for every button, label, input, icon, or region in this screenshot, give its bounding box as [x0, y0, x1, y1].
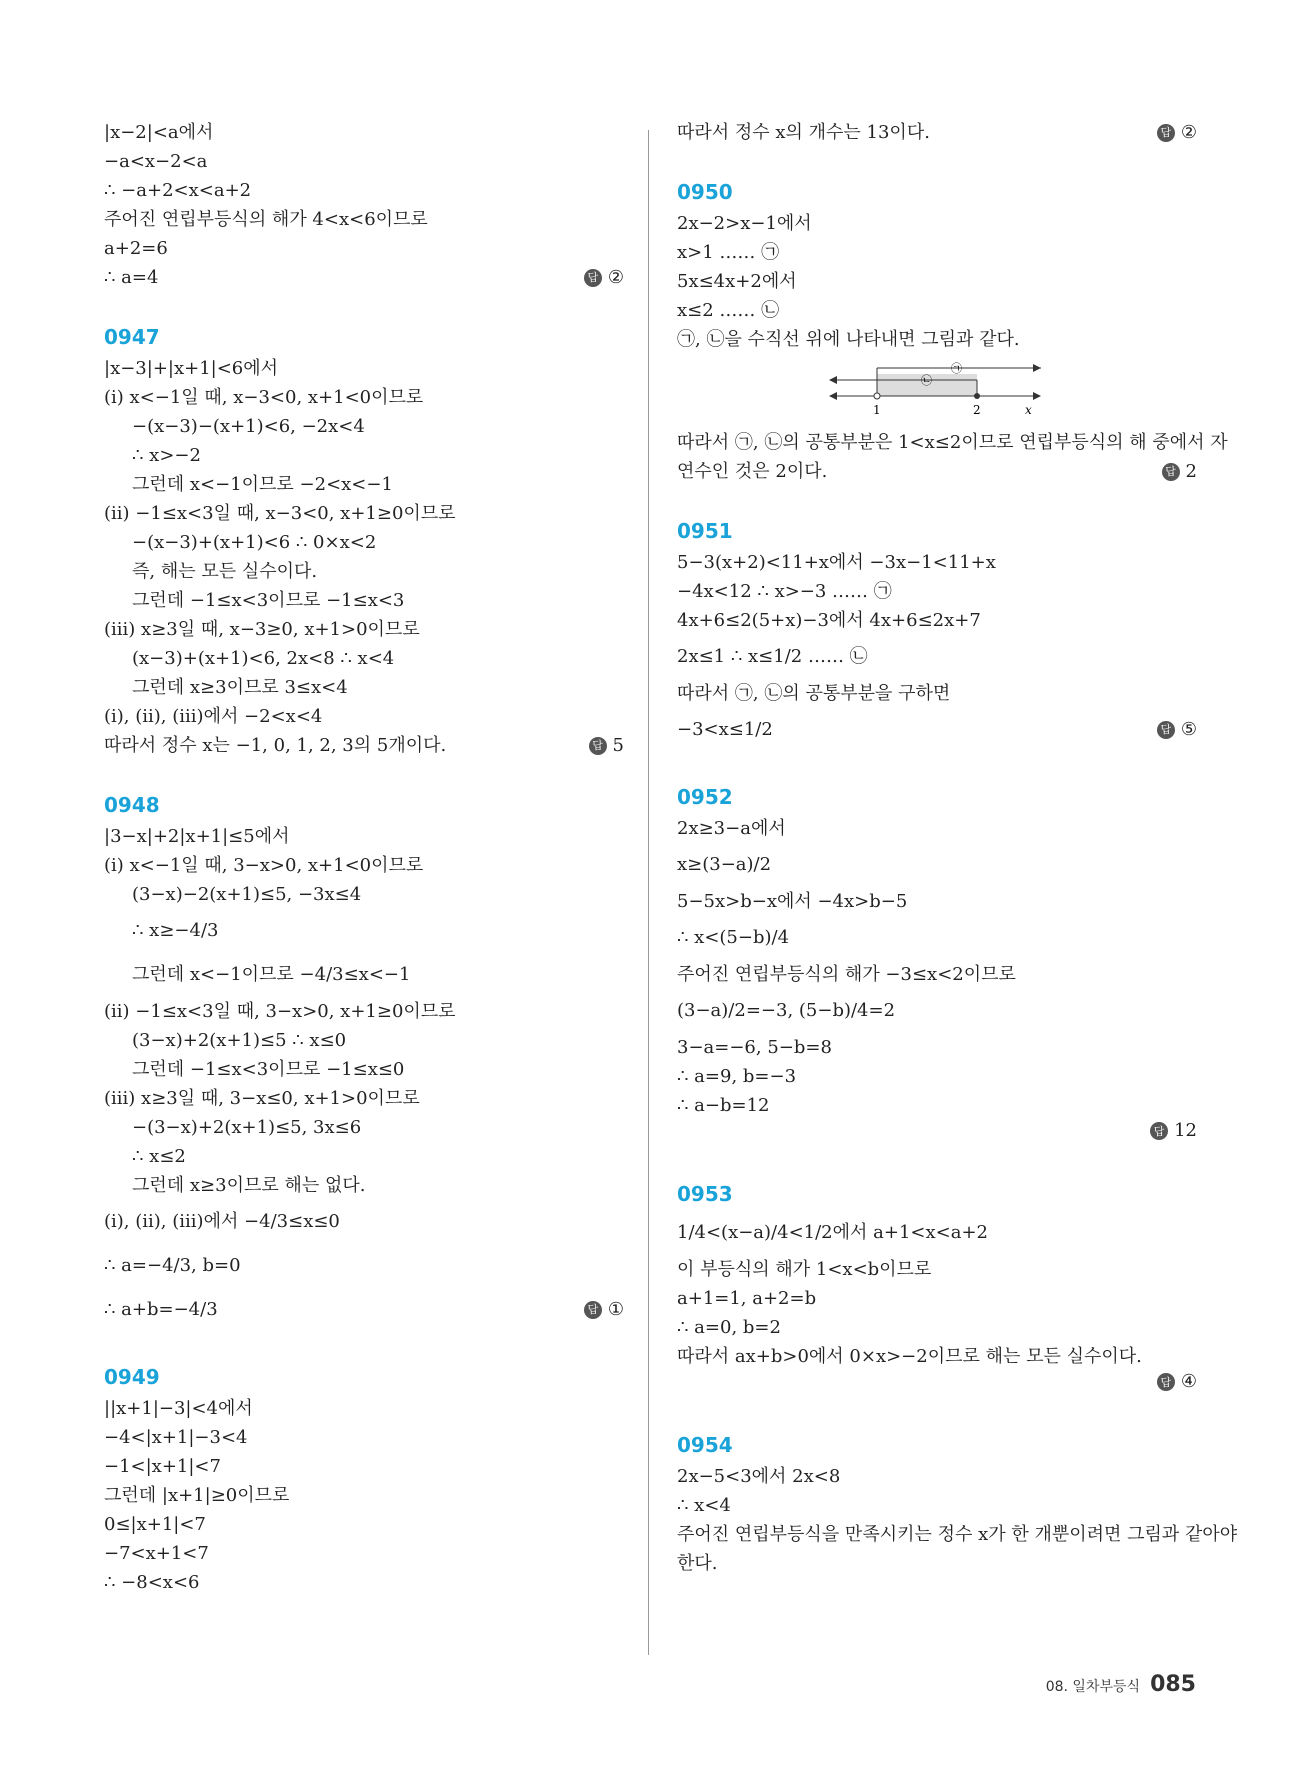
chapter-title: 08. 일차부등식: [1045, 1679, 1141, 1695]
solution-line: ∴ a−b=12: [677, 1095, 770, 1116]
answer-icon: 답: [1162, 463, 1180, 481]
answer-badge: 답 5: [589, 731, 624, 760]
solution-line: ∴ a=0, b=2: [677, 1317, 781, 1338]
solution-line: (ⅰ) x<−1일 때, x−3<0, x+1<0이므로: [104, 387, 424, 408]
page-footer: [1046, 1672, 1196, 1697]
right-column: [677, 118, 1238, 1578]
answer-icon: 답: [1150, 1122, 1168, 1140]
solution-line: x≤2 …… ㉡: [677, 300, 780, 321]
solution-line: 그런데 x<−1이므로 −4/3≤x<−1: [132, 964, 411, 985]
answer-icon: 답: [584, 269, 602, 287]
solution-line: ∴ x<(5−b)/4: [677, 927, 790, 948]
solution-line: 1/4<(x−a)/4<1/2에서 a+1<x<a+2: [677, 1222, 988, 1243]
problem-number: 0952: [677, 785, 733, 809]
solution-line: −(x−3)−(x+1)<6, −2x<4: [132, 416, 365, 437]
answer-badge: 답 ①: [584, 1288, 624, 1332]
solution-line: ||x+1|−3|<4에서: [104, 1398, 253, 1419]
solution-line: 2x−2>x−1에서: [677, 213, 812, 234]
solution-line: 5−3(x+2)<11+x에서 −3x−1<11+x: [677, 552, 996, 573]
solution-line: 이 부등식의 해가 1<x<b이므로: [677, 1259, 932, 1280]
solution-line: 주어진 연립부등식의 해가 4<x<6이므로: [104, 209, 428, 230]
solution-line: 2x≤1 ∴ x≤1/2 …… ㉡: [677, 646, 868, 667]
solution-line: ∴ x<4: [677, 1495, 731, 1516]
solution-line: (ⅰ), (ⅱ), (ⅲ)에서 −4/3≤x≤0: [104, 1211, 340, 1232]
solution-line: −a<x−2<a: [104, 151, 208, 172]
axis-label: x: [1025, 403, 1032, 417]
number-line-figure: [827, 358, 1197, 422]
solution-line: 5x≤4x+2에서: [677, 271, 797, 292]
answer-row: [677, 1120, 1197, 1149]
answer-icon: 답: [584, 1301, 602, 1319]
solution-line: x≥(3−a)/2: [677, 854, 772, 875]
solution-line: 2x−5<3에서 2x<8: [677, 1466, 841, 1487]
solution-line: (ⅲ) x≥3일 때, 3−x≤0, x+1>0이므로: [104, 1088, 420, 1109]
solution-line: (ⅰ), (ⅱ), (ⅲ)에서 −2<x<4: [104, 706, 323, 727]
solution-line: 3−a=−6, 5−b=8: [677, 1037, 832, 1058]
problem-number: 0950: [677, 180, 733, 204]
left-column: [104, 118, 624, 1597]
problem-number: 0947: [104, 325, 160, 349]
answer-badge: 답 ④: [1157, 1371, 1197, 1392]
solution-line: ∴ x>−2: [132, 445, 201, 466]
solution-line: 2x≥3−a에서: [677, 818, 786, 839]
problem-number: 0951: [677, 519, 733, 543]
tick-label-1: 1: [873, 403, 881, 417]
answer-badge: 답 12: [1150, 1120, 1197, 1141]
solution-line: ∴ −a+2<x<a+2: [104, 180, 252, 201]
intro-solution: [104, 118, 624, 292]
solution-line: −4<|x+1|−3<4: [104, 1427, 248, 1448]
problem-number: 0949: [104, 1365, 160, 1389]
problem-number: 0953: [677, 1182, 733, 1206]
solution-line: ∴ −8<x<6: [104, 1572, 200, 1593]
solution-line: x>1 …… ㉠: [677, 242, 780, 263]
answer-icon: 답: [1157, 124, 1175, 142]
answer-row: [677, 1371, 1197, 1400]
answer-badge: 답 2: [1162, 457, 1197, 486]
solution-line: 따라서 정수 x는 −1, 0, 1, 2, 3의 5개이다. 답 5: [104, 731, 624, 760]
solution-line: ∴ x≥−4/3: [132, 920, 219, 941]
solution-line: 따라서 ㉠, ㉡의 공통부분은 1<x≤2이므로 연립부등식의 해 중에서 자: [677, 432, 1228, 453]
column-divider: [648, 130, 649, 1655]
solution-line: (3−x)+2(x+1)≤5 ∴ x≤0: [132, 1030, 347, 1051]
solution-line: (3−x)−2(x+1)≤5, −3x≤4: [132, 884, 362, 905]
solution-line: 따라서 ㉠, ㉡의 공통부분을 구하면: [677, 683, 951, 704]
solution-line: (ⅰ) x<−1일 때, 3−x>0, x+1<0이므로: [104, 855, 424, 876]
answer-badge: 답 ②: [584, 263, 624, 292]
solution-line: 그런데 x≥3이므로 해는 없다.: [132, 1175, 366, 1196]
solution-line: 5−5x>b−x에서 −4x>b−5: [677, 891, 908, 912]
solution-line: |x−3|+|x+1|<6에서: [104, 358, 279, 379]
solution-line: −7<x+1<7: [104, 1543, 209, 1564]
solution-line: 그런데 −1≤x<3이므로 −1≤x≤0: [132, 1059, 405, 1080]
problem-number: 0948: [104, 793, 160, 817]
solution-line: ∴ a=−4/3, b=0: [104, 1255, 241, 1276]
solution-line: (ⅱ) −1≤x<3일 때, 3−x>0, x+1≥0이므로: [104, 1001, 456, 1022]
solution-line: 즉, 해는 모든 실수이다.: [132, 561, 318, 582]
solution-line: 주어진 연립부등식을 만족시키는 정수 x가 한 개뿐이려면 그림과 같아야: [677, 1524, 1238, 1545]
solution-line: 그런데 x≥3이므로 3≤x<4: [132, 677, 348, 698]
solution-line: −3<x≤1/2 답 ⑤: [677, 708, 1197, 752]
solution-line: ㉠, ㉡을 수직선 위에 나타내면 그림과 같다.: [677, 329, 1020, 350]
solution-line: 그런데 x<−1이므로 −2<x<−1: [132, 474, 393, 495]
solution-line: (3−a)/2=−3, (5−b)/4=2: [677, 1000, 896, 1021]
solution-line: 주어진 연립부등식의 해가 −3≤x<2이므로: [677, 964, 1016, 985]
solution-line: −1<|x+1|<7: [104, 1456, 221, 1477]
solution-line: 그런데 −1≤x<3이므로 −1≤x<3: [132, 590, 405, 611]
solution-line: (ⅲ) x≥3일 때, x−3≥0, x+1>0이므로: [104, 619, 420, 640]
solution-line: |x−2|<a에서: [104, 122, 214, 143]
solution-line: a+2=6: [104, 238, 168, 259]
solution-line: a+1=1, a+2=b: [677, 1288, 817, 1309]
solution-line: 0≤|x+1|<7: [104, 1514, 206, 1535]
solution-line: 4x+6≤2(5+x)−3에서 4x+6≤2x+7: [677, 610, 981, 631]
solution-line: −(x−3)+(x+1)<6 ∴ 0×x<2: [132, 532, 377, 553]
problem-number: 0954: [677, 1433, 733, 1457]
solution-line: (x−3)+(x+1)<6, 2x<8 ∴ x<4: [132, 648, 395, 669]
solution-line: ∴ x≤2: [132, 1146, 186, 1167]
answer-icon: 답: [1157, 721, 1175, 739]
solution-line: ∴ a=4 답 ②: [104, 263, 624, 292]
solution-line: ∴ a+b=−4/3 답 ①: [104, 1288, 624, 1332]
solution-line: ∴ a=9, b=−3: [677, 1066, 797, 1087]
answer-icon: 답: [589, 737, 607, 755]
solution-line: 따라서 ax+b>0에서 0×x>−2이므로 해는 모든 실수이다.: [677, 1346, 1142, 1367]
mark-a-label: ㉠: [951, 362, 962, 375]
page-number: 085: [1150, 1672, 1196, 1697]
mark-b-label: ㉡: [921, 374, 932, 387]
solution-line: −(3−x)+2(x+1)≤5, 3x≤6: [132, 1117, 362, 1138]
answer-badge: 답 ⑤: [1157, 708, 1197, 752]
tick-label-2: 2: [973, 403, 981, 417]
solution-line: 그런데 |x+1|≥0이므로: [104, 1485, 290, 1506]
solution-line: 따라서 정수 x의 개수는 13이다. 답 ②: [677, 118, 1197, 147]
solution-line: |3−x|+2|x+1|≤5에서: [104, 826, 290, 847]
answer-icon: 답: [1157, 1373, 1175, 1391]
answer-badge: 답 ②: [1157, 118, 1197, 147]
solution-line: 연수인 것은 2이다. 답 2: [677, 457, 1197, 486]
solution-line: 한다.: [677, 1553, 718, 1574]
solution-line: (ⅱ) −1≤x<3일 때, x−3<0, x+1≥0이므로: [104, 503, 456, 524]
solution-line: −4x<12 ∴ x>−3 …… ㉠: [677, 581, 892, 602]
